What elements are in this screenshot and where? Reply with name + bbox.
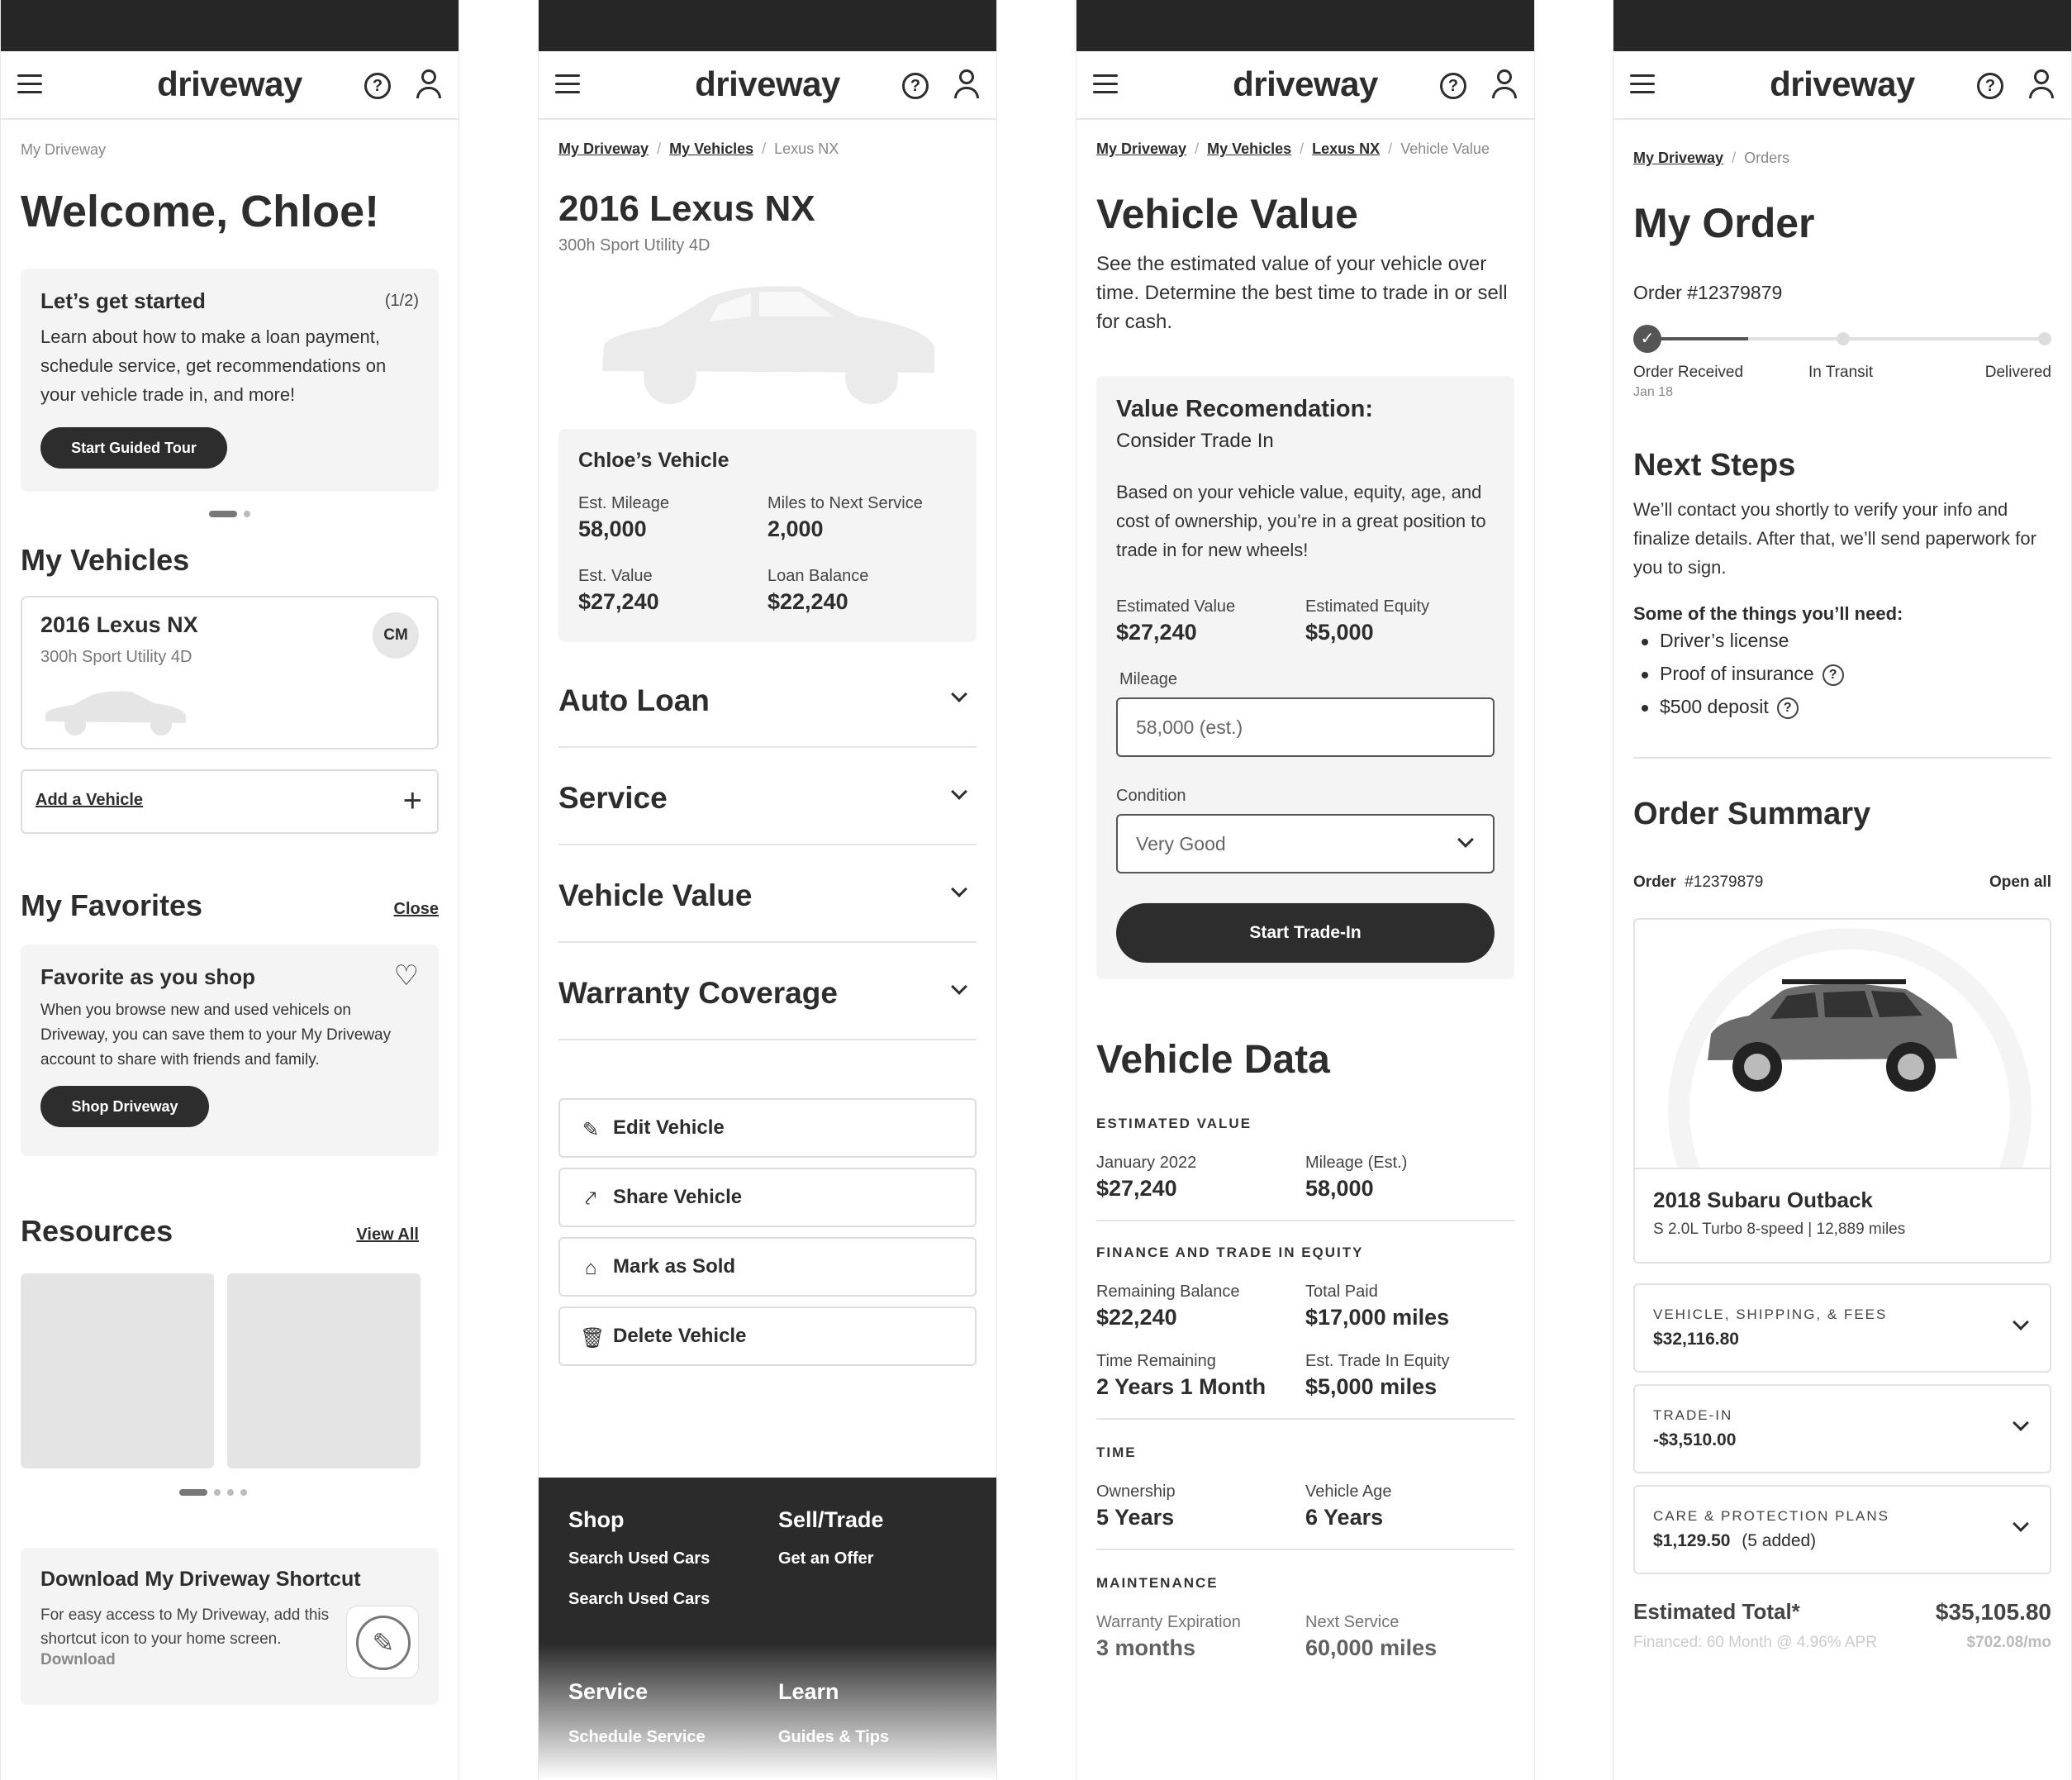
accordion-warranty-coverage[interactable]	[558, 943, 977, 1040]
chevron-down-icon[interactable]	[951, 978, 967, 995]
status-bar	[539, 0, 996, 51]
add-vehicle-link[interactable]: Add a Vehicle	[36, 791, 144, 809]
data-label: Ownership	[1096, 1483, 1176, 1501]
footer-link[interactable]: Search Used Cars	[568, 1549, 710, 1568]
stat-value: $27,240	[578, 589, 659, 614]
status-bar	[1, 0, 459, 51]
download-link[interactable]: Download	[40, 1651, 116, 1668]
order-vehicle-detail: S 2.0L Turbo 8-speed | 12,889 miles	[1653, 1221, 1906, 1238]
help-icon[interactable]: ?	[364, 73, 391, 99]
order-progress-stepper	[1633, 321, 2051, 412]
divider	[1633, 757, 2051, 759]
breadcrumb-current: Lexus NX	[774, 140, 839, 157]
data-label: Remaining Balance	[1096, 1283, 1240, 1301]
data-value: $17,000 miles	[1305, 1305, 1450, 1330]
estimated-equity-label: Estimated Equity	[1305, 597, 1430, 616]
estimated-value-label: Estimated Value	[1116, 597, 1236, 616]
page-title: Vehicle Value	[1096, 191, 1358, 237]
section-label: MAINTENANCE	[1096, 1575, 1219, 1591]
shop-driveway-button[interactable]: Shop Driveway	[40, 1086, 209, 1127]
step-label: In Transit	[1808, 364, 1874, 381]
page-title: My Order	[1633, 200, 1815, 246]
account-icon[interactable]	[416, 69, 442, 101]
carousel-dots	[21, 507, 439, 520]
accordion-title: Auto Loan	[558, 683, 710, 717]
monthly-payment: $702.08/mo	[1966, 1634, 2051, 1651]
stat-value: $22,240	[767, 589, 848, 614]
status-bar	[1076, 0, 1534, 51]
summary-line-label: CARE & PROTECTION PLANS	[1653, 1508, 1889, 1524]
start-guided-tour-button[interactable]: Start Guided Tour	[40, 427, 227, 469]
section-label: FINANCE AND TRADE IN EQUITY	[1096, 1245, 1364, 1260]
pencil-icon: ✎	[582, 1119, 600, 1141]
vehicle-data-title: Vehicle Data	[1096, 1038, 1330, 1082]
screen-my-driveway	[0, 0, 459, 1780]
get-started-count: (1/2)	[384, 292, 419, 310]
order-vehicle-card[interactable]	[1633, 918, 2051, 1264]
subaru-outback-image	[1699, 969, 1964, 1110]
help-icon[interactable]: ?	[1440, 73, 1466, 99]
chevron-down-icon[interactable]	[2013, 1314, 2029, 1330]
accordion-title: Service	[558, 781, 668, 815]
delete-vehicle-button[interactable]	[558, 1306, 977, 1366]
account-icon[interactable]	[953, 69, 980, 101]
driveway-logo[interactable]: driveway	[1770, 64, 1915, 103]
chevron-down-icon[interactable]	[951, 881, 967, 897]
order-number: Order #12379879	[1633, 282, 1783, 303]
edit-vehicle-button[interactable]	[558, 1098, 977, 1158]
condition-label: Condition	[1116, 787, 1186, 805]
page-intro: See the estimated value of your vehicle over time. Determine the best time to trade in or sell for cash.	[1096, 253, 1508, 333]
summary-line-trade-in[interactable]	[1633, 1384, 2051, 1473]
breadcrumb-current: Orders	[1744, 150, 1790, 166]
summary-line-value: $1,129.50 (5 added)	[1653, 1531, 1817, 1550]
open-all-link[interactable]: Open all	[1989, 873, 2051, 891]
recommendation-body: Based on your vehicle value, equity, age, and cost of ownership, you’re in a great position to trade in for new wheels!	[1116, 482, 1486, 560]
estimated-total-label: Estimated Total*	[1633, 1599, 1800, 1624]
mileage-input[interactable]: 58,000 (est.)	[1116, 697, 1495, 757]
help-icon[interactable]: ?	[1977, 73, 2003, 99]
vehicle-stats-card	[558, 429, 977, 642]
site-footer	[539, 1478, 997, 1780]
vehicle-subtitle: 300h Sport Utility 4D	[558, 236, 710, 255]
recommendation-subtitle: Consider Trade In	[1116, 430, 1274, 452]
owner-avatar: CM	[373, 612, 419, 659]
action-label: Mark as Sold	[613, 1255, 736, 1278]
footer-shop-title: Shop	[568, 1507, 625, 1532]
footer-link[interactable]: Guides & Tips	[778, 1728, 890, 1746]
vehicle-stats-title: Chloe’s Vehicle	[578, 449, 729, 472]
footer-learn-title: Learn	[778, 1679, 839, 1704]
accordion-vehicle-value[interactable]	[558, 845, 977, 943]
app-header	[1, 51, 459, 120]
share-icon: ⤤	[585, 1187, 596, 1210]
plus-icon[interactable]: +	[402, 783, 422, 819]
data-label: January 2022	[1096, 1154, 1197, 1172]
stat-value: 58,000	[578, 516, 647, 541]
driveway-logo[interactable]: driveway	[695, 64, 840, 103]
heart-icon[interactable]: ♡	[393, 960, 419, 992]
stat-value: 2,000	[767, 516, 824, 541]
condition-select[interactable]	[1116, 814, 1495, 873]
breadcrumb: My Driveway	[21, 141, 107, 158]
resource-tile[interactable]	[21, 1273, 214, 1468]
help-icon[interactable]: ?	[902, 73, 929, 99]
vehicle-name: 2016 Lexus NX	[40, 612, 198, 637]
chevron-down-icon[interactable]	[951, 783, 967, 800]
favorites-close-link[interactable]: Close	[393, 900, 439, 918]
breadcrumb-current: Vehicle Value	[1400, 140, 1490, 157]
vehicle-title: 2016 Lexus NX	[558, 188, 815, 229]
footer-link[interactable]: Search Used Cars	[568, 1590, 710, 1608]
chevron-down-icon[interactable]	[1457, 831, 1474, 848]
accordion-auto-loan[interactable]	[558, 650, 977, 748]
mark-as-sold-button[interactable]	[558, 1237, 977, 1297]
vehicle-trim: 300h Sport Utility 4D	[40, 648, 192, 666]
data-value: 5 Years	[1096, 1505, 1175, 1530]
accordion-title: Vehicle Value	[558, 878, 753, 912]
screen-my-order	[1613, 0, 2072, 1780]
screen-vehicle-value	[1076, 0, 1535, 1780]
shortcut-title: Download My Driveway Shortcut	[40, 1568, 361, 1591]
my-vehicles-heading: My Vehicles	[21, 543, 190, 577]
need-item	[1642, 630, 2051, 658]
summary-order-number: #12379879	[1685, 873, 1764, 891]
get-started-body: Learn about how to make a loan payment, schedule service, get recommendations on your vehicle trade in, and more!	[40, 326, 387, 405]
resources-heading: Resources	[21, 1214, 173, 1248]
vehicle-card[interactable]	[21, 596, 439, 750]
breadcrumb: My Driveway / My Vehicles / Lexus NX	[558, 140, 839, 157]
data-value: 2 Years 1 Month	[1096, 1374, 1266, 1399]
accordion-service[interactable]	[558, 748, 977, 845]
section-label: TIME	[1096, 1444, 1137, 1460]
breadcrumb-my-vehicles[interactable]: My Vehicles	[1207, 140, 1292, 157]
breadcrumb: My Driveway / My Vehicles / Lexus NX / Vehicle Value	[1096, 140, 1490, 157]
data-value: $22,240	[1096, 1305, 1177, 1330]
need-item	[1642, 696, 2051, 724]
stat-label: Est. Value	[578, 567, 653, 585]
stat-label: Loan Balance	[767, 567, 869, 585]
driveway-logo[interactable]: driveway	[157, 64, 302, 103]
get-started-title: Let’s get started	[40, 288, 206, 313]
step-dot	[2038, 332, 2051, 345]
footer-link[interactable]: Schedule Service	[568, 1728, 706, 1746]
divider	[1096, 1418, 1514, 1420]
order-summary-title: Order Summary	[1633, 797, 1871, 831]
data-label: Next Service	[1305, 1613, 1400, 1631]
help-icon[interactable]: ?	[1823, 664, 1844, 686]
need-item	[1642, 663, 2051, 691]
data-label: Warranty Expiration	[1096, 1613, 1241, 1631]
help-icon[interactable]: ?	[1777, 697, 1799, 719]
summary-order-label: Order	[1633, 873, 1676, 891]
chevron-down-icon[interactable]	[951, 686, 967, 702]
next-steps-title: Next Steps	[1633, 448, 1796, 483]
footer-link[interactable]: Get an Offer	[778, 1549, 874, 1568]
divider	[1096, 1220, 1514, 1221]
financing-terms: Financed: 60 Month @ 4.96% APR	[1633, 1634, 1877, 1651]
favorites-card	[21, 945, 439, 1156]
section-label: ESTIMATED VALUE	[1096, 1116, 1252, 1131]
need-text: $500 deposit	[1660, 696, 1769, 717]
need-text: Driver’s license	[1660, 630, 1789, 651]
action-label: Delete Vehicle	[613, 1325, 747, 1347]
data-label: Total Paid	[1305, 1283, 1378, 1301]
chevron-down-icon[interactable]	[2013, 1415, 2029, 1431]
mileage-label: Mileage	[1119, 670, 1178, 688]
order-vehicle-name: 2018 Subaru Outback	[1653, 1187, 1873, 1212]
data-label: Est. Trade In Equity	[1305, 1352, 1450, 1370]
favorites-body: When you browse new and used vehicels on Driveway, you can save them to your My Driveway account to share with friends and family.	[40, 1002, 392, 1068]
shortcut-card	[21, 1548, 439, 1705]
my-favorites-heading: My Favorites	[21, 888, 203, 922]
trash-icon: 🗑	[580, 1327, 606, 1349]
vehicle-image	[1635, 920, 2050, 1169]
estimated-value: $27,240	[1116, 620, 1197, 645]
data-value: 58,000	[1305, 1176, 1374, 1201]
summary-line-value: -$3,510.00	[1653, 1430, 1737, 1449]
step-dot	[1837, 332, 1850, 345]
screen-vehicle-detail	[538, 0, 997, 1780]
footer-sell-title: Sell/Trade	[778, 1507, 884, 1532]
app-header	[539, 51, 996, 120]
stat-label: Est. Mileage	[578, 494, 670, 512]
summary-line-protection-plans[interactable]	[1633, 1485, 2051, 1574]
tag-icon: ⌂	[584, 1257, 597, 1279]
plans-added: (5 added)	[1742, 1531, 1817, 1550]
need-text: Proof of insurance	[1660, 663, 1814, 684]
step-label: Order Received	[1633, 364, 1744, 381]
app-header	[1076, 51, 1534, 120]
view-all-link[interactable]: View All	[356, 1226, 419, 1244]
data-value: 3 months	[1096, 1635, 1196, 1660]
breadcrumb-my-driveway[interactable]: My Driveway	[558, 140, 649, 157]
data-value: $27,240	[1096, 1176, 1177, 1201]
action-label: Share Vehicle	[613, 1186, 743, 1208]
favorites-title: Favorite as you shop	[40, 964, 256, 989]
divider	[1096, 1549, 1514, 1550]
share-vehicle-button[interactable]	[558, 1168, 977, 1227]
resources-carousel-dots	[21, 1485, 406, 1498]
breadcrumb-lexus-nx[interactable]: Lexus NX	[1312, 140, 1381, 157]
footer-service-title: Service	[568, 1679, 649, 1704]
summary-line-value: $32,116.80	[1653, 1330, 1739, 1349]
action-label: Edit Vehicle	[613, 1116, 725, 1139]
summary-line-label: VEHICLE, SHIPPING, & FEES	[1653, 1306, 1888, 1322]
summary-line-vehicle-fees[interactable]	[1633, 1283, 2051, 1373]
next-steps-body: We’ll contact you shortly to verify your info and finalize details. After that, we’ll send paperwork for you to sign.	[1633, 499, 2036, 578]
shortcut-app-icon[interactable]: ✎	[346, 1606, 419, 1678]
add-vehicle-row[interactable]	[21, 769, 439, 834]
data-label: Time Remaining	[1096, 1352, 1216, 1370]
value-recommendation-card	[1096, 376, 1514, 979]
shortcut-body: For easy access to My Driveway, add this shortcut icon to your home screen.	[40, 1606, 330, 1648]
account-icon[interactable]	[2028, 69, 2055, 101]
breadcrumb: My Driveway / Orders	[1633, 150, 1790, 166]
step-label: Delivered	[1984, 364, 2051, 381]
stat-label: Miles to Next Service	[767, 494, 923, 512]
breadcrumb-my-driveway[interactable]: My Driveway	[1633, 150, 1724, 166]
data-value: 60,000 miles	[1305, 1635, 1438, 1660]
check-icon: ✓	[1633, 325, 1661, 353]
data-label: Mileage (Est.)	[1305, 1154, 1408, 1172]
driveway-logo[interactable]: driveway	[1233, 64, 1378, 103]
car-silhouette-icon	[594, 280, 941, 412]
data-value: 6 Years	[1305, 1505, 1384, 1530]
breadcrumb-my-vehicles[interactable]: My Vehicles	[669, 140, 754, 157]
resource-tile[interactable]	[227, 1273, 421, 1468]
app-header	[1613, 51, 2071, 120]
accordion-title: Warranty Coverage	[558, 976, 838, 1010]
chevron-down-icon[interactable]	[2013, 1516, 2029, 1532]
estimated-total-value: $35,105.80	[1935, 1599, 2051, 1625]
start-trade-in-button[interactable]: Start Trade-In	[1116, 903, 1495, 963]
step-date: Jan 18	[1633, 385, 1674, 399]
needs-title: Some of the things you’ll need:	[1633, 603, 1903, 624]
estimated-equity: $5,000	[1305, 620, 1374, 645]
welcome-heading: Welcome, Chloe!	[21, 187, 380, 236]
condition-value: Very Good	[1136, 833, 1226, 854]
get-started-card	[21, 269, 439, 492]
car-silhouette-icon	[40, 688, 189, 738]
account-icon[interactable]	[1491, 69, 1518, 101]
status-bar	[1613, 0, 2071, 51]
breadcrumb-my-driveway[interactable]: My Driveway	[1096, 140, 1187, 157]
recommendation-title: Value Recomendation:	[1116, 396, 1374, 422]
data-label: Vehicle Age	[1305, 1483, 1392, 1501]
data-value: $5,000 miles	[1305, 1374, 1438, 1399]
summary-line-label: TRADE-IN	[1653, 1407, 1733, 1423]
